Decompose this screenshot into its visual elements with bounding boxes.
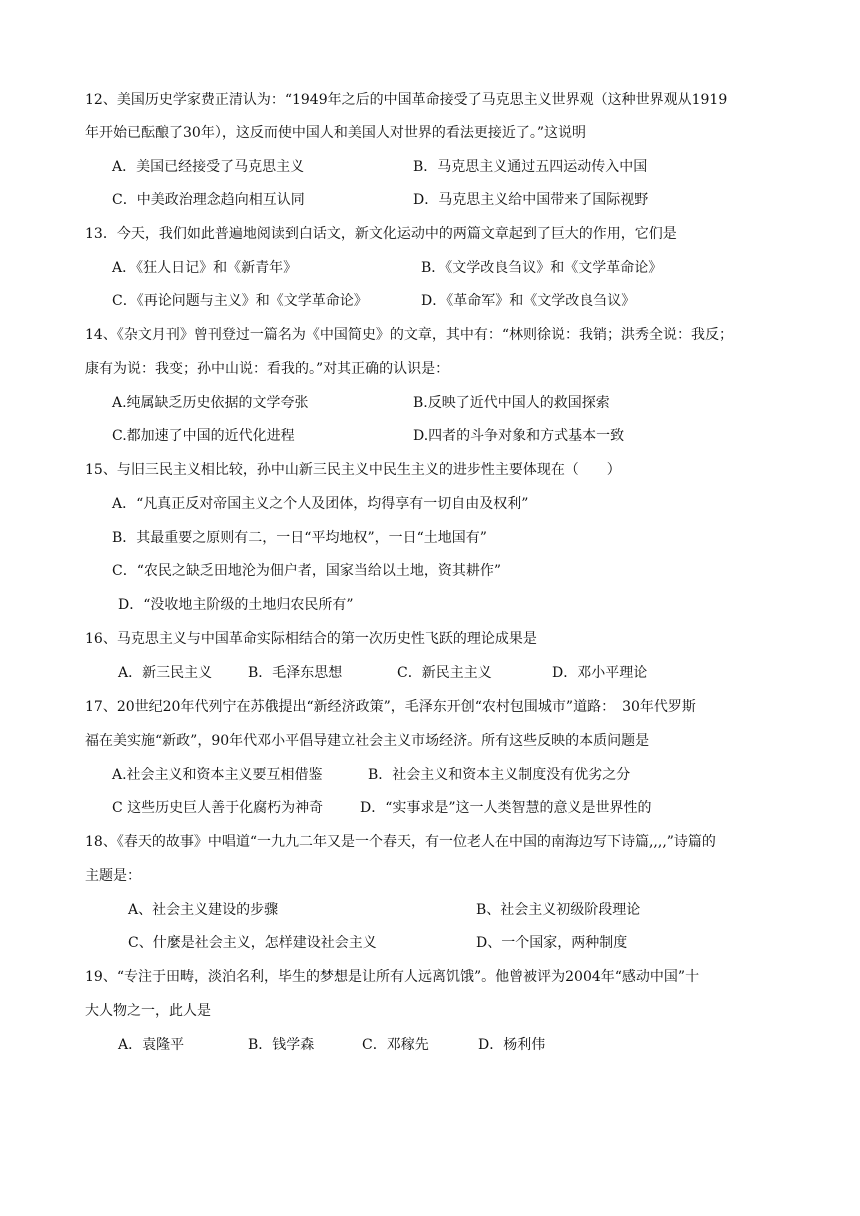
question-16-stem: 16、马克思主义与中国革命实际相结合的第一次历史性飞跃的理论成果是 <box>85 631 537 647</box>
question-19-option-a: A．袁隆平 <box>118 1037 185 1053</box>
question-13-option-c: C．《再论问题与主义》和《文学革命论》 <box>112 293 368 309</box>
question-16-option-b: B．毛泽东思想 <box>248 665 343 681</box>
question-19-stem-line-2: 大人物之一，此人是 <box>85 1003 211 1019</box>
question-15-stem: 15、与旧三民主义相比较，孙中山新三民主义中民生主义的进步性主要体现在（ ） <box>85 462 621 478</box>
question-14-option-d: D.四者的斗争对象和方式基本一致 <box>413 428 625 444</box>
question-16-option-d: D．邓小平理论 <box>552 665 648 681</box>
question-13-option-d: D．《革命军》和《文学改良刍议》 <box>421 293 636 309</box>
question-13-option-a: A．《狂人日记》和《新青年》 <box>112 260 298 276</box>
question-12-option-a: A．美国已经接受了马克思主义 <box>112 159 305 175</box>
question-14-option-a: A.纯属缺乏历史依据的文学夸张 <box>112 395 309 411</box>
question-15-option-b: B．其最重要之原则有二，一日“平均地权”，一日“土地国有” <box>112 530 487 546</box>
question-17-option-d: D．“实事求是”这一人类智慧的意义是世界性的 <box>360 800 652 816</box>
question-19-option-b: B．钱学森 <box>248 1037 315 1053</box>
question-19-option-d: D．杨利伟 <box>478 1037 546 1053</box>
question-12-stem-line-1: 12、美国历史学家费正清认为：“1949年之后的中国革命接受了马克思主义世界观（这种世界观从1919 <box>85 92 728 108</box>
question-19-stem-line-1: 19、“专注于田畴，淡泊名利，毕生的梦想是让所有人远离饥饿”。他曾被评为2004年“感动中国”十 <box>85 969 700 985</box>
question-18-stem-line-1: 18、《春天的故事》中唱道“一九九二年又是一个春天，有一位老人在中国的南海边写下诗篇,,,,”诗篇的 <box>85 834 716 850</box>
question-17-stem-line-1: 17、20世纪20年代列宁在苏俄提出“新经济政策”，毛泽东开创“农村包围城市”道路： 30年代罗斯 <box>85 699 696 715</box>
question-18-option-d: D、一个国家，两种制度 <box>476 935 628 951</box>
question-15-option-c: C．“农民之缺乏田地沦为佃户者，国家当给以土地，资其耕作” <box>112 563 502 579</box>
question-18-option-c: C、什麼是社会主义，怎样建设社会主义 <box>128 935 377 951</box>
question-18-stem-line-2: 主题是： <box>85 868 141 884</box>
question-18-option-b: B、社会主义初级阶段理论 <box>476 902 641 918</box>
question-15-option-d: D．“没收地主阶级的土地归农民所有” <box>118 597 354 613</box>
question-17-option-a: A.社会主义和资本主义要互相借鉴 <box>112 767 323 783</box>
question-12-option-c: C．中美政治理念趋向相互认同 <box>112 192 305 208</box>
question-12-stem-line-2: 年开始已酝酿了30年），这反而使中国人和美国人对世界的看法更接近了。”这说明 <box>85 125 586 141</box>
question-19-option-c: C．邓稼先 <box>362 1037 429 1053</box>
question-12-option-d: D．马克思主义给中国带来了国际视野 <box>413 192 649 208</box>
question-16-option-c: C．新民主主义 <box>397 665 492 681</box>
question-16-option-a: A．新三民主义 <box>118 665 213 681</box>
question-17-stem-line-2: 福在美实施“新政”，90年代邓小平倡导建立社会主义市场经济。所有这些反映的本质问题是 <box>85 733 650 749</box>
question-14-option-b: B.反映了近代中国人的救国探索 <box>413 395 610 411</box>
question-13-option-b: B．《文学改良刍议》和《文学革命论》 <box>421 260 663 276</box>
question-18-option-a: A、社会主义建设的步骤 <box>128 902 279 918</box>
question-13-stem: 13．今天，我们如此普遍地阅读到白话文，新文化运动中的两篇文章起到了巨大的作用，它们是 <box>85 226 677 242</box>
question-12-option-b: B．马克思主义通过五四运动传入中国 <box>413 159 648 175</box>
question-17-option-b: B．社会主义和资本主义制度没有优劣之分 <box>368 767 631 783</box>
question-15-option-a: A．“凡真正反对帝国主义之个人及团体，均得享有一切自由及权利” <box>112 496 529 512</box>
question-14-stem-line-1: 14、《杂文月刊》曾刊登过一篇名为《中国简史》的文章，其中有：“林则徐说：我销；洪秀全说：我反； <box>85 327 733 343</box>
question-14-option-c: C.都加速了中国的近代化进程 <box>112 428 295 444</box>
question-17-option-c: C 这些历史巨人善于化腐朽为神奇 <box>112 800 324 816</box>
question-14-stem-line-2: 康有为说：我变；孙中山说：看我的。”对其正确的认识是： <box>85 361 450 377</box>
